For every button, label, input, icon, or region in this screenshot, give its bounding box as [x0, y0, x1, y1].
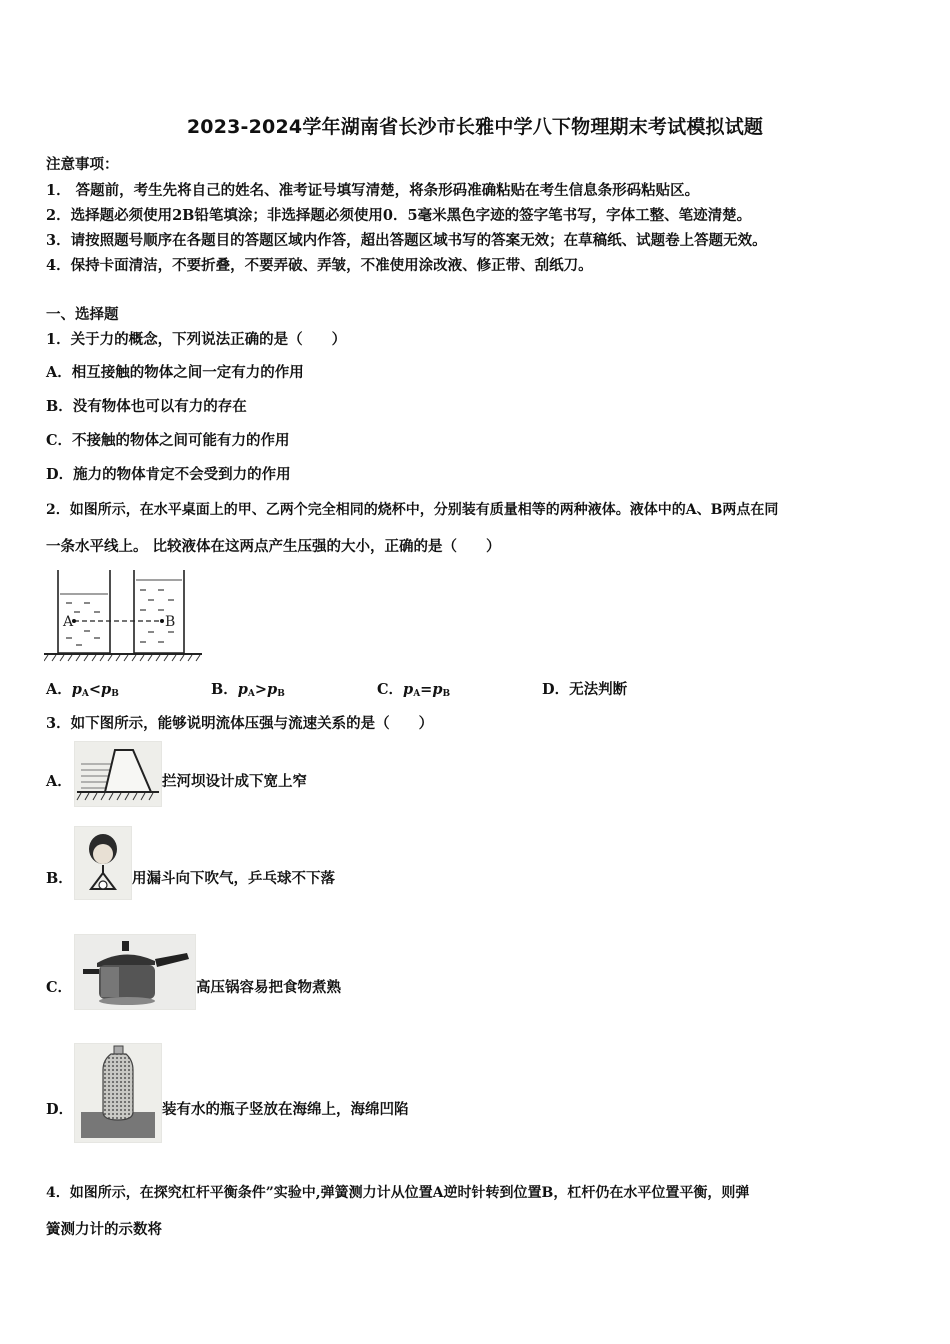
question-1-option-a: A．相互接触的物体之间一定有力的作用: [46, 364, 304, 381]
notice-item: 3．请按照题号顺序在各题目的答题区域内作答，超出答题区域书写的答案无效；在草稿纸、试题卷上答题无效。: [46, 232, 767, 249]
beaker-left: [58, 570, 110, 653]
question-3-stem: 3．如下图所示，能够说明流体压强与流速关系的是（ ）: [46, 715, 434, 732]
section-heading: 一、选择题: [46, 306, 119, 323]
bottle-on-sponge-image: [74, 1043, 162, 1143]
question-3-option-a-key: A．: [46, 773, 72, 790]
dam-image: [74, 741, 162, 807]
question-1-option-c: C．不接触的物体之间可能有力的作用: [46, 432, 290, 449]
point-b-label: B: [165, 614, 176, 630]
question-3-option-a-text: 拦河坝设计成下宽上窄: [162, 773, 307, 790]
funnel-image: [74, 826, 132, 900]
question-1-stem: 1．关于力的概念，下列说法正确的是（ ）: [46, 331, 347, 348]
pressure-cooker-image: [74, 934, 196, 1010]
beaker-right: [134, 570, 184, 653]
notice-item: 1． 答题前，考生先将自己的姓名、准考证号填写清楚，将条形码准确粘贴在考生信息条形码粘贴区。: [46, 182, 700, 199]
question-2-stem-line1: 2．如图所示，在水平桌面上的甲、乙两个完全相同的烧杯中，分别装有质量相等的两种液体。液体中的A、B两点在同: [46, 502, 779, 518]
question-3-option-d-text: 装有水的瓶子竖放在海绵上，海绵凹陷: [162, 1101, 409, 1118]
question-2-option-c: C．$p_A=p_B$: [377, 681, 451, 699]
point-a-label: A: [63, 614, 74, 630]
question-2-option-a: A．$p_A<p_B$: [46, 681, 119, 699]
question-2-option-d: D．无法判断: [542, 681, 628, 698]
page-title: 2023-2024学年湖南省长沙市长雅中学八下物理期末考试模拟试题: [186, 116, 764, 138]
notice-heading: 注意事项：: [46, 156, 119, 173]
question-2-option-b: B．$p_A>p_B$: [211, 681, 285, 699]
beakers-figure: [44, 566, 204, 666]
question-4-stem-line2: 簧测力计的示数将: [46, 1221, 162, 1238]
question-1-option-b: B．没有物体也可以有力的存在: [46, 398, 247, 415]
question-3-option-b-text: 用漏斗向下吹气，乒乓球不下落: [132, 870, 335, 887]
question-4-stem-line1: 4．如图所示，在探究杠杆平衡条件”实验中,弹簧测力计从位置A逆时针转到位置B，杠杆仍在水平位置平衡，则弹: [46, 1185, 750, 1201]
question-3-option-c-text: 高压锅容易把食物煮熟: [196, 979, 341, 996]
question-3-option-b-key: B．: [46, 870, 73, 887]
question-3-option-c-key: C．: [46, 979, 73, 996]
question-3-option-d-key: D．: [46, 1101, 74, 1118]
notice-item: 2．选择题必须使用2B铅笔填涂；非选择题必须使用0．5毫米黑色字迹的签字笔书写，字体工整、笔迹清楚。: [46, 207, 752, 224]
question-2-stem-line2: 一条水平线上。 比较液体在这两点产生压强的大小，正确的是（ ）: [46, 538, 501, 555]
question-1-option-d: D．施力的物体肯定不会受到力的作用: [46, 466, 291, 483]
notice-item: 4．保持卡面清洁，不要折叠，不要弄破、弄皱，不准使用涂改液、修正带、刮纸刀。: [46, 257, 593, 274]
